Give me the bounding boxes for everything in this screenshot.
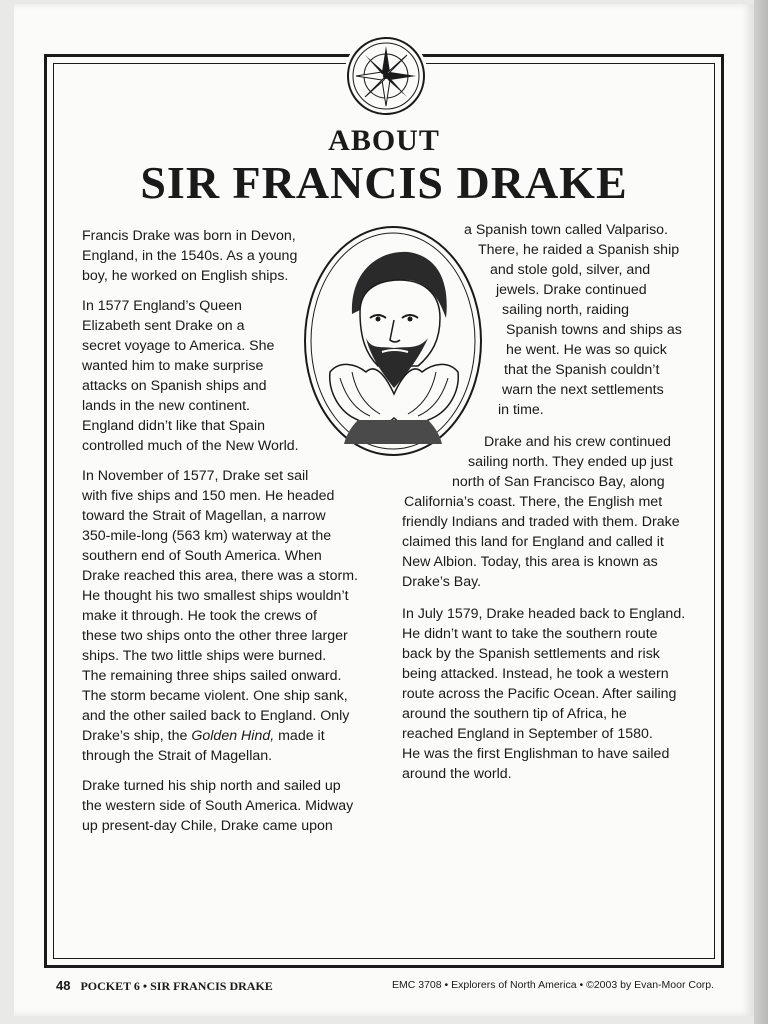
- text-line: Francis Drake was born in Devon,: [82, 228, 296, 244]
- right-column-p2: [0, 432, 768, 592]
- text-line: He thought his two smallest ships wouldn’t: [82, 588, 349, 604]
- paragraph-chile: [82, 776, 382, 836]
- text-line: boy, he worked on English ships.: [82, 268, 289, 284]
- text-line: California’s coast. There, the English met: [404, 494, 663, 510]
- left-column-p4: [82, 776, 382, 836]
- page-title: SIR FRANCIS DRAKE: [140, 157, 628, 208]
- page-kicker: ABOUT: [328, 124, 440, 157]
- text-line: He was the first Englishman to have sailed: [402, 746, 670, 762]
- text-line: jewels. Drake continued: [496, 282, 647, 298]
- footer-credit: EMC 3708 • Explorers of North America • ©2003 by Evan-Moor Corp.: [392, 979, 715, 991]
- text-line: [82, 726, 382, 746]
- text-line: In July 1579, Drake headed back to England.: [402, 606, 686, 622]
- text-line: England, in the 1540s. As a young: [82, 248, 298, 264]
- page-number: 48: [56, 978, 71, 993]
- text-line: make it through. He took the crews of: [82, 608, 317, 624]
- text-line: the western side of South America. Midway: [82, 798, 354, 814]
- paragraph-return: [402, 604, 722, 784]
- text-line: toward the Strait of Magellan, a narrow: [82, 508, 326, 524]
- text-line: a Spanish town called Valpariso.: [464, 222, 668, 238]
- section-label: POCKET 6 • SIR FRANCIS DRAKE: [80, 979, 273, 993]
- text-line: Drake’s Bay.: [402, 574, 482, 590]
- text-line: secret voyage to America. She: [82, 338, 275, 354]
- text-line: with five ships and 150 men. He headed: [82, 488, 335, 504]
- text-line: north of San Francisco Bay, along: [452, 474, 665, 490]
- text-line: around the world.: [402, 766, 512, 782]
- text-line: friendly Indians and traded with them. Drake: [402, 514, 680, 530]
- text-line: around the southern tip of Africa, he: [402, 706, 627, 722]
- text-line: claimed this land for England and called it: [402, 534, 664, 550]
- text-line: attacks on Spanish ships and: [82, 378, 267, 394]
- text-line: In November of 1577, Drake set sail: [82, 468, 309, 484]
- text-line: southern end of South America. When: [82, 548, 322, 564]
- text-line: New Albion. Today, this area is known as: [402, 554, 658, 570]
- compass-rose-icon: [344, 34, 428, 118]
- text-line: that the Spanish couldn’t: [504, 362, 660, 378]
- text-line: In 1577 England’s Queen: [82, 298, 242, 314]
- text-line: He didn’t want to take the southern route: [402, 626, 658, 642]
- text-line: through the Strait of Magellan.: [82, 748, 273, 764]
- text-line: and the other sailed back to England. Only: [82, 708, 350, 724]
- text-line: being attacked. Instead, he took a western: [402, 666, 669, 682]
- text-line: There, he raided a Spanish ship: [478, 242, 680, 258]
- text-line: route across the Pacific Ocean. After sailing: [402, 686, 677, 702]
- text-line: wanted him to make surprise: [82, 358, 264, 374]
- text-fragment: Drake’s ship, the: [82, 728, 192, 744]
- text-line: up present-day Chile, Drake came upon: [82, 818, 333, 834]
- text-line: controlled much of the New World.: [82, 438, 299, 454]
- right-column-p3: [402, 604, 722, 784]
- text-line: Drake turned his ship north and sailed up: [82, 778, 341, 794]
- text-fragment: made it: [274, 728, 325, 744]
- text-line: lands in the new continent.: [82, 398, 250, 414]
- text-line: 350-mile-long (563 km) waterway at the: [82, 528, 332, 544]
- text-line: reached England in September of 1580.: [402, 726, 653, 742]
- text-line: ships. The two little ships were burned.: [82, 648, 327, 664]
- footer-left: [56, 978, 273, 994]
- text-line: and stole gold, silver, and: [490, 262, 651, 278]
- right-column-p1: [0, 220, 768, 420]
- text-line: sailing north. They ended up just: [468, 454, 673, 470]
- text-line: sailing north, raiding: [502, 302, 629, 318]
- text-line: Drake and his crew continued: [484, 434, 671, 450]
- ship-name-italic: Golden Hind,: [191, 728, 275, 744]
- text-line: back by the Spanish settlements and risk: [402, 646, 660, 662]
- text-line: The remaining three ships sailed onward.: [82, 668, 342, 684]
- text-line: in time.: [498, 402, 544, 418]
- text-line: Drake reached this area, there was a storm.: [82, 568, 358, 584]
- text-line: England didn’t like that Spain: [82, 418, 265, 434]
- text-line: warn the next settlements: [502, 382, 664, 398]
- text-line: The storm became violent. One ship sank,: [82, 688, 348, 704]
- text-line: these two ships onto the other three larger: [82, 628, 348, 644]
- text-line: Elizabeth sent Drake on a: [82, 318, 245, 334]
- text-line: he went. He was so quick: [506, 342, 667, 358]
- text-line: Spanish towns and ships as: [506, 322, 682, 338]
